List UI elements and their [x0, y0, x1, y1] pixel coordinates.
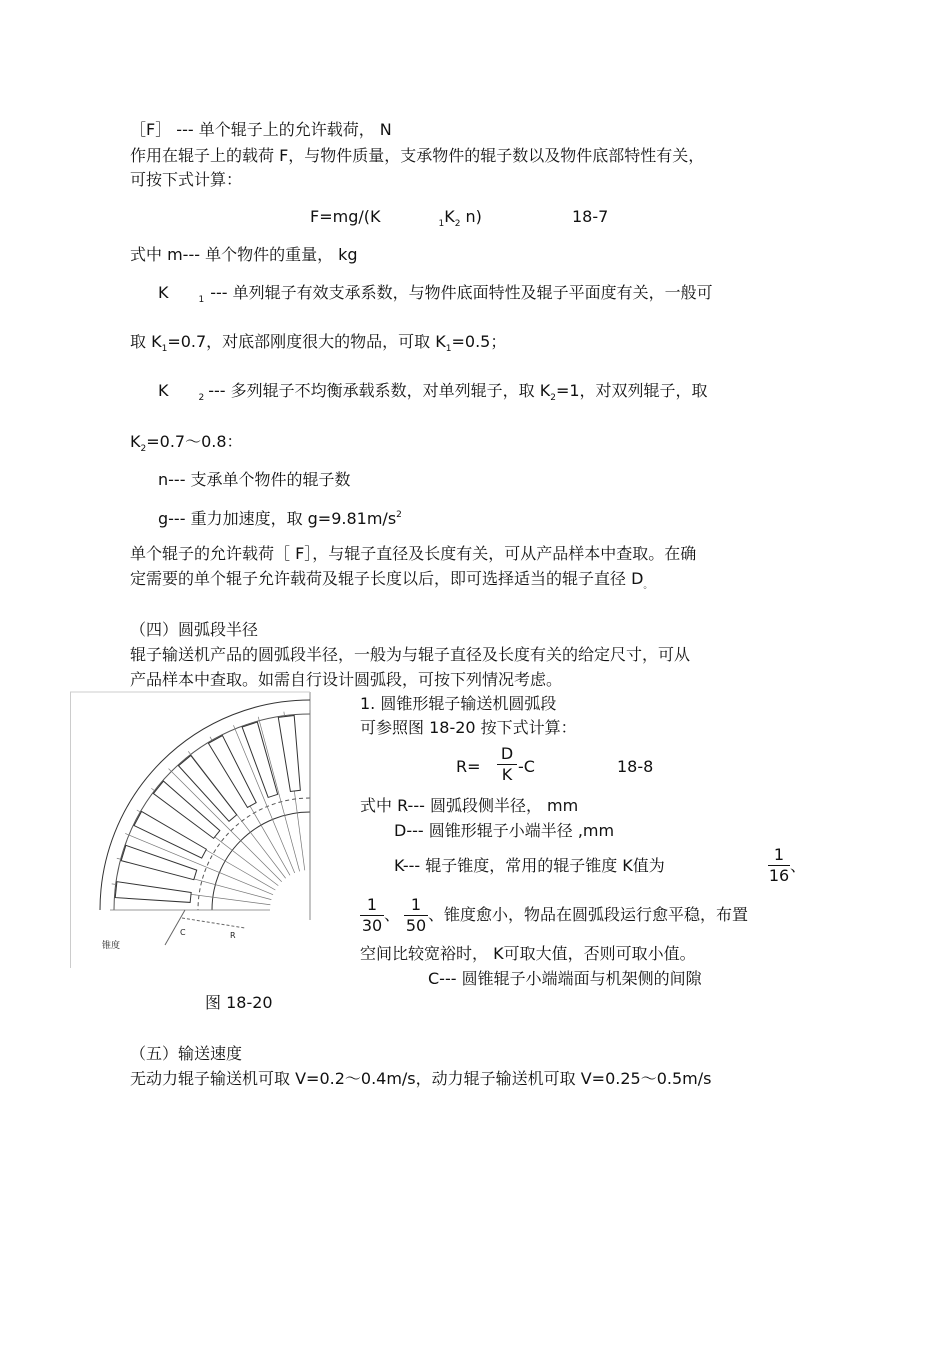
k2-text-b: =1，对双列辊子，取 — [555, 381, 708, 400]
k1-values-b: =0.7，对底部刚度很大的物品，可取 K — [167, 332, 446, 351]
figure-18-20-diagram — [70, 690, 316, 970]
d-definition: D--- 圆锥形辊子小端半径 ,mm — [394, 821, 615, 840]
section-4-line-2: 产品样本中查取。如需自行设计圆弧段，可按下列情况考虑。 — [130, 670, 563, 689]
k-definition-c: 空间比较宽裕时， K可取大值，否则可取小值。 — [360, 944, 696, 963]
fraction-1-30 — [360, 895, 384, 936]
g-definition — [158, 509, 402, 532]
eq-18-8-right: -C — [518, 757, 535, 776]
equation-18-8-number: 18-8 — [617, 757, 654, 776]
fraction-1-50-den: 50 — [405, 916, 427, 935]
fraction-1-16-num: 1 — [773, 845, 785, 864]
k2-text-a: --- 多列辊子不均衡承载系数，对单列辊子，取 K — [208, 381, 551, 400]
allowable-load-line: ［F］ --- 单个辊子上的允许载荷， N — [130, 120, 392, 139]
k2-symbol: K — [158, 381, 169, 400]
k1-values-c: =0.5； — [451, 332, 507, 351]
equation-18-7 — [310, 207, 482, 230]
k1-definition — [158, 283, 713, 306]
figure-caption: 图 18-20 — [205, 993, 273, 1012]
r-definition: 式中 R--- 圆弧段侧半径， mm — [360, 796, 579, 815]
fraction-1-30-num: 1 — [366, 895, 378, 914]
roller-shape — [115, 882, 191, 903]
k2-values-sub: 2 — [140, 444, 147, 454]
figure-label-taper: 锥度 — [102, 941, 121, 951]
eq-18-7-sub2: 2 — [454, 219, 461, 229]
eq-18-7-n: n) — [460, 207, 482, 226]
item-1-reference: 可参照图 18-20 按下式计算： — [360, 718, 577, 737]
figure-label-r: R — [230, 931, 236, 940]
separator-2: 、 — [384, 905, 401, 924]
eq-18-8-fraction — [497, 744, 517, 785]
k1-sub: 1 — [198, 295, 205, 305]
k-definition-a: K--- 辊子锥度，常用的辊子锥度 K值为 — [394, 856, 665, 875]
separator-1: 、 — [790, 856, 807, 875]
k1-values-sub2: 1 — [445, 344, 452, 354]
allowable-load-paragraph-1: 单个辊子的允许载荷［ F］，与辊子直径及长度有关，可从产品样本中查取。在确 — [130, 544, 697, 563]
k1-symbol: K — [158, 283, 169, 302]
fraction-1-16 — [768, 845, 790, 886]
g-sup: 2 — [396, 510, 402, 520]
k2-sub2: 2 — [550, 393, 556, 403]
k1-values-sub1: 1 — [161, 344, 168, 354]
eq-18-8-numerator: D — [500, 744, 514, 763]
k1-values-a: 取 K — [130, 332, 162, 351]
k-definition-b: 、锥度愈小，物品在圆弧段运行愈平稳，布置 — [428, 905, 749, 924]
section-5-heading: （五）输送速度 — [130, 1044, 243, 1063]
allowable-load-paragraph-2 — [130, 569, 652, 592]
item-1-title: 1. 圆锥形辊子输送机圆弧段 — [360, 694, 557, 713]
para1-l2-text: 定需要的单个辊子允许载荷及辊子长度以后，即可选择适当的辊子直径 D — [130, 569, 644, 588]
section-4-heading: （四）圆弧段半径 — [130, 620, 259, 639]
k1-values — [130, 332, 506, 355]
fraction-1-30-den: 30 — [361, 916, 383, 935]
load-description-line: 作用在辊子上的载荷 F，与物件质量，支承物件的辊子数以及物件底部特性有关， — [130, 146, 705, 165]
k2-definition — [158, 381, 708, 404]
eq-18-8-denominator: K — [497, 764, 517, 785]
fraction-1-50 — [404, 895, 428, 936]
eq-18-7-left: F=mg/(K — [310, 207, 381, 226]
section-4-line-1: 辊子输送机产品的圆弧段半径，一般为与辊子直径及长度有关的给定尺寸，可从 — [130, 645, 691, 664]
fraction-1-50-num: 1 — [410, 895, 422, 914]
k2-values-text: =0.7～0.8： — [146, 432, 243, 451]
k2-values-k: K — [130, 432, 141, 451]
roller-shape — [278, 715, 300, 791]
calc-intro-line: 可按下式计算： — [130, 170, 243, 189]
k2-values — [130, 432, 243, 455]
mass-definition: 式中 m--- 单个物件的重量， kg — [130, 245, 358, 264]
equation-18-7-number: 18-7 — [572, 207, 609, 226]
para1-l2-sub: 。 — [643, 581, 653, 591]
g-text: g--- 重力加速度，取 g=9.81m/s — [158, 509, 397, 528]
c-definition: C--- 圆锥辊子小端端面与机架侧的间隙 — [428, 969, 702, 988]
figure-label-c: C — [180, 928, 186, 937]
eq-18-7-k2: K — [444, 207, 455, 226]
fraction-1-16-den: 16 — [768, 866, 790, 885]
k1-text: --- 单列辊子有效支承系数，与物件底面特性及辊子平面度有关，一般可 — [210, 283, 713, 302]
eq-18-7-sub1: 1 — [438, 219, 445, 229]
eq-18-8-left: R= — [456, 757, 481, 776]
k2-sub: 2 — [198, 393, 205, 403]
section-5-line-1: 无动力辊子输送机可取 V=0.2～0.4m/s，动力辊子输送机可取 V=0.25～0.5m/s — [130, 1069, 712, 1088]
n-definition: n--- 支承单个物件的辊子数 — [158, 470, 351, 489]
